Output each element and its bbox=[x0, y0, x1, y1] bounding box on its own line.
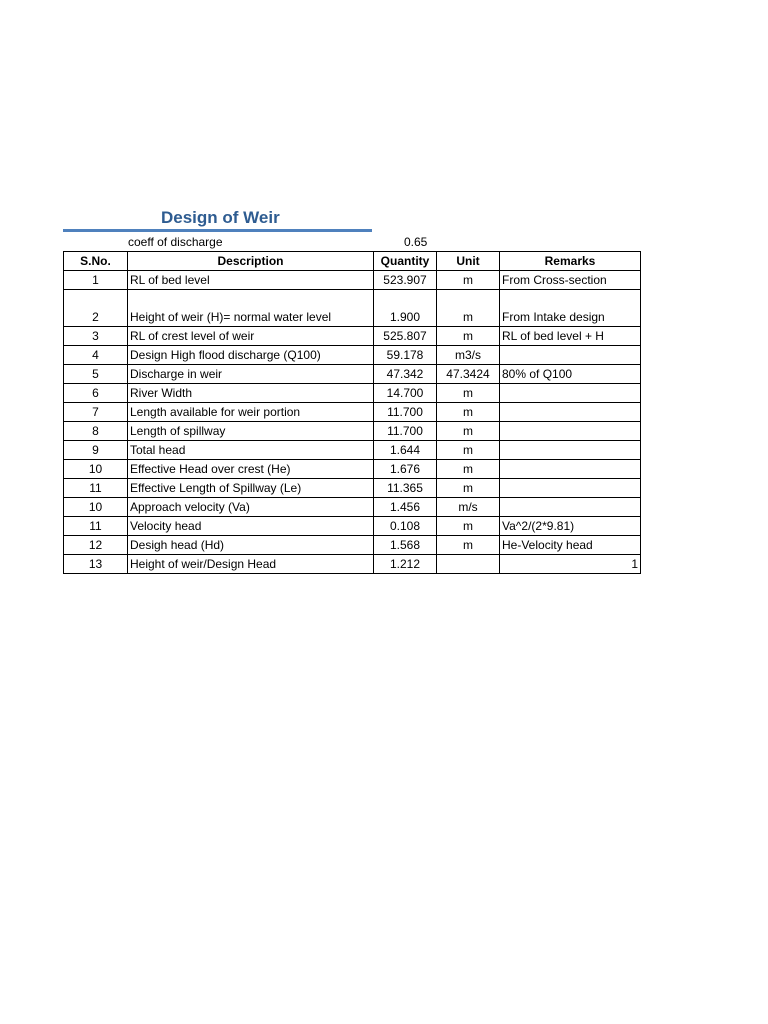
cell-quantity: 1.900 bbox=[374, 290, 437, 327]
weir-design-table bbox=[63, 251, 641, 574]
cell-description: RL of bed level bbox=[128, 271, 374, 290]
cell-unit: m/s bbox=[437, 498, 500, 517]
cell-description: Velocity head bbox=[128, 517, 374, 536]
cell-remarks bbox=[500, 403, 641, 422]
cell-quantity: 14.700 bbox=[374, 384, 437, 403]
cell-unit: m bbox=[437, 460, 500, 479]
cell-sno: 11 bbox=[64, 479, 128, 498]
cell-description: Length available for weir portion bbox=[128, 403, 374, 422]
cell-unit: m bbox=[437, 441, 500, 460]
cell-sno: 13 bbox=[64, 555, 128, 574]
table-row bbox=[64, 384, 641, 403]
coeff-value: 0.65 bbox=[404, 235, 428, 249]
cell-unit: m bbox=[437, 327, 500, 346]
table-row bbox=[64, 365, 641, 384]
cell-unit: m bbox=[437, 290, 500, 327]
cell-remarks bbox=[500, 498, 641, 517]
cell-quantity: 525.807 bbox=[374, 327, 437, 346]
header-quantity: Quantity bbox=[374, 252, 437, 271]
cell-remarks bbox=[500, 460, 641, 479]
cell-quantity: 0.108 bbox=[374, 517, 437, 536]
cell-description: Effective Head over crest (He) bbox=[128, 460, 374, 479]
cell-sno: 1 bbox=[64, 271, 128, 290]
cell-unit: 47.3424 bbox=[437, 365, 500, 384]
cell-sno: 3 bbox=[64, 327, 128, 346]
cell-quantity: 11.700 bbox=[374, 422, 437, 441]
cell-sno: 10 bbox=[64, 498, 128, 517]
table-row bbox=[64, 327, 641, 346]
cell-sno: 2 bbox=[64, 290, 128, 327]
cell-unit bbox=[437, 555, 500, 574]
table-row bbox=[64, 555, 641, 574]
cell-remarks: 1 bbox=[500, 555, 641, 574]
cell-sno: 5 bbox=[64, 365, 128, 384]
table-row bbox=[64, 498, 641, 517]
cell-unit: m bbox=[437, 422, 500, 441]
cell-unit: m bbox=[437, 536, 500, 555]
cell-quantity: 1.676 bbox=[374, 460, 437, 479]
table-row bbox=[64, 403, 641, 422]
cell-quantity: 1.644 bbox=[374, 441, 437, 460]
cell-remarks: 80% of Q100 bbox=[500, 365, 641, 384]
cell-quantity: 1.568 bbox=[374, 536, 437, 555]
header-remarks: Remarks bbox=[500, 252, 641, 271]
table-row bbox=[64, 271, 641, 290]
cell-unit: m bbox=[437, 517, 500, 536]
cell-unit: m bbox=[437, 403, 500, 422]
cell-quantity: 11.700 bbox=[374, 403, 437, 422]
cell-remarks: Va^2/(2*9.81) bbox=[500, 517, 641, 536]
cell-unit: m bbox=[437, 479, 500, 498]
cell-remarks: He-Velocity head bbox=[500, 536, 641, 555]
cell-description: Approach velocity (Va) bbox=[128, 498, 374, 517]
cell-unit: m bbox=[437, 271, 500, 290]
cell-sno: 7 bbox=[64, 403, 128, 422]
table-row bbox=[64, 290, 641, 327]
cell-remarks: RL of bed level + H bbox=[500, 327, 641, 346]
table-row bbox=[64, 346, 641, 365]
cell-sno: 9 bbox=[64, 441, 128, 460]
cell-description: RL of crest level of weir bbox=[128, 327, 374, 346]
cell-remarks: From Cross-section bbox=[500, 271, 641, 290]
header-sno: S.No. bbox=[64, 252, 128, 271]
table-row bbox=[64, 422, 641, 441]
cell-sno: 6 bbox=[64, 384, 128, 403]
cell-quantity: 11.365 bbox=[374, 479, 437, 498]
cell-remarks bbox=[500, 422, 641, 441]
cell-quantity: 523.907 bbox=[374, 271, 437, 290]
coeff-label: coeff of discharge bbox=[128, 235, 223, 249]
cell-description: Effective Length of Spillway (Le) bbox=[128, 479, 374, 498]
cell-sno: 12 bbox=[64, 536, 128, 555]
cell-description: Height of weir/Design Head bbox=[128, 555, 374, 574]
cell-description: Desigh head (Hd) bbox=[128, 536, 374, 555]
cell-description: Total head bbox=[128, 441, 374, 460]
cell-sno: 4 bbox=[64, 346, 128, 365]
cell-description: Height of weir (H)= normal water level bbox=[128, 290, 374, 327]
cell-quantity: 1.456 bbox=[374, 498, 437, 517]
cell-description: River Width bbox=[128, 384, 374, 403]
cell-description: Length of spillway bbox=[128, 422, 374, 441]
cell-remarks bbox=[500, 441, 641, 460]
title-underline bbox=[63, 229, 372, 232]
page-title: Design of Weir bbox=[161, 208, 280, 227]
table-row bbox=[64, 536, 641, 555]
cell-sno: 10 bbox=[64, 460, 128, 479]
table-header-row bbox=[64, 252, 641, 271]
cell-sno: 11 bbox=[64, 517, 128, 536]
cell-description: Design High flood discharge (Q100) bbox=[128, 346, 374, 365]
header-description: Description bbox=[128, 252, 374, 271]
header-unit: Unit bbox=[437, 252, 500, 271]
cell-unit: m3/s bbox=[437, 346, 500, 365]
table-row bbox=[64, 460, 641, 479]
table-row bbox=[64, 479, 641, 498]
cell-remarks bbox=[500, 384, 641, 403]
table-row bbox=[64, 441, 641, 460]
cell-unit: m bbox=[437, 384, 500, 403]
cell-remarks: From Intake design bbox=[500, 290, 641, 327]
cell-remarks bbox=[500, 479, 641, 498]
cell-quantity: 1.212 bbox=[374, 555, 437, 574]
cell-quantity: 47.342 bbox=[374, 365, 437, 384]
cell-quantity: 59.178 bbox=[374, 346, 437, 365]
table-row bbox=[64, 517, 641, 536]
cell-remarks bbox=[500, 346, 641, 365]
cell-description: Discharge in weir bbox=[128, 365, 374, 384]
cell-sno: 8 bbox=[64, 422, 128, 441]
